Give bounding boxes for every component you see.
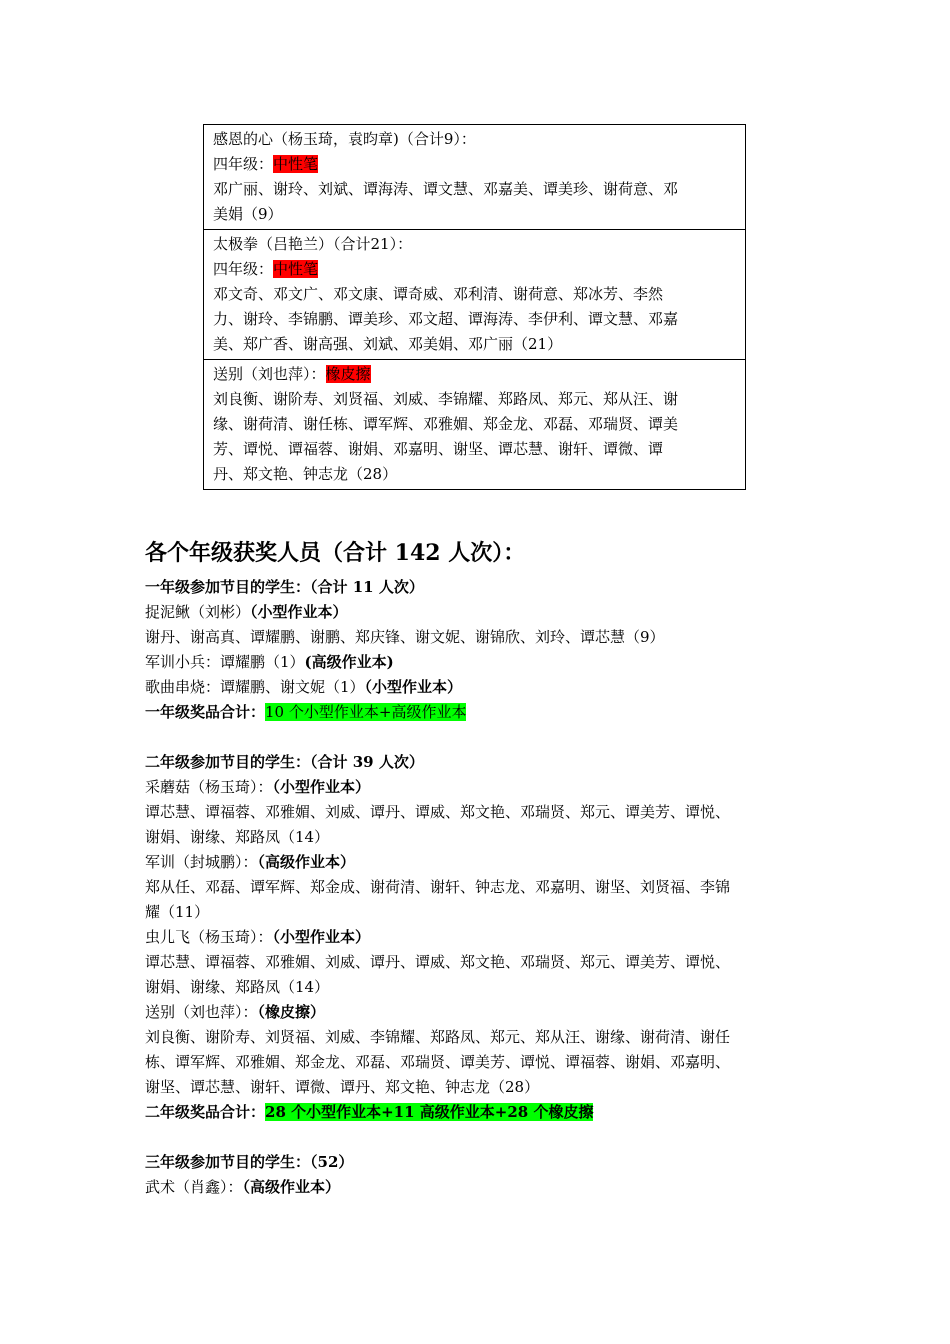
program-table (203, 124, 746, 490)
table-row (204, 360, 745, 489)
names-line: 邓广丽、谢玲、刘斌、谭海涛、谭文慧、邓嘉美、谭美珍、谢荷意、邓 (213, 180, 679, 198)
table-row (204, 125, 745, 230)
names-line: 刘良衡、谢阶寿、刘贤福、刘威、李锦耀、郑路凤、郑元、郑从汪、谢 (213, 390, 679, 408)
program-header: 感恩的心（杨玉琦，袁昀章)（合计9）： (213, 130, 476, 148)
grade-total: 一年级奖品合计：10 个小型作业本+高级作业本 (145, 703, 467, 721)
names-line: 美、郑广香、谢高强、刘斌、邓美娟、邓广丽（21） (213, 335, 563, 353)
prize-label: （高级作业本） (257, 853, 356, 871)
list-item: 谢娟、谢缘、郑路凤（14） (145, 978, 330, 996)
names-line: 邓文奇、邓文广、邓文康、谭奇威、邓利清、谢荷意、郑冰芳、李然 (213, 285, 664, 303)
program-header-line (213, 362, 736, 387)
prize-highlight: 中性笔 (273, 260, 319, 278)
list-item: 栋、谭军辉、邓雅媚、郑金龙、邓磊、邓瑞贤、谭美芳、谭悦、谭福蓉、谢娟、邓嘉明、 (145, 1053, 731, 1071)
grade-label: 四年级： (213, 260, 274, 278)
list-item: 谭芯慧、谭福蓉、邓雅媚、刘威、谭丹、谭威、郑文艳、邓瑞贤、郑元、谭美芳、谭悦、 (145, 953, 731, 971)
section-heading: 三年级参加节目的学生：（52） (145, 1153, 354, 1171)
list-item: 谢娟、谢缘、郑路凤（14） (145, 828, 330, 846)
list-item: 郑从任、邓磊、谭军辉、郑金成、谢荷清、谢轩、钟志龙、邓嘉明、谢坚、刘贤福、李锦 (145, 878, 731, 896)
names-line: 美娟（9） (213, 205, 283, 223)
list-item: 谢丹、谢高真、谭耀鹏、谢鹏、郑庆锋、谢文妮、谢锦欣、刘玲、谭芯慧（9） (145, 628, 665, 646)
list-item: 军训小兵：谭耀鹏（1）(高级作业本) (145, 653, 394, 671)
prize-label: （小型作业本） (250, 603, 348, 621)
names-line: 丹、郑文艳、钟志龙（28） (213, 465, 398, 483)
table-row (204, 230, 745, 360)
grade-total: 二年级奖品合计：28 个小型作业本+11 高级作业本+28 个橡皮擦 (145, 1103, 594, 1121)
prize-label: （高级作业本） (242, 1178, 341, 1196)
prize-label: （橡皮擦） (257, 1003, 326, 1021)
list-item: 歌曲串烧：谭耀鹏、谢文妮（1）（小型作业本） (145, 678, 463, 696)
grade-label: 四年级： (213, 155, 274, 173)
list-item: 虫儿飞（杨玉琦）：（小型作业本） (145, 928, 371, 946)
page-title: 各个年级获奖人员（合计 142 人次）： (145, 540, 526, 566)
prize-highlight: 橡皮擦 (325, 365, 371, 383)
list-item: 谢坚、谭芯慧、谢轩、谭微、谭丹、郑文艳、钟志龙（28） (145, 1078, 540, 1096)
prize-label: （小型作业本） (272, 778, 371, 796)
list-item: 采蘑菇（杨玉琦）：（小型作业本） (145, 778, 371, 796)
total-highlight: 10 个小型作业本+高级作业本 (265, 703, 467, 721)
section-heading: 二年级参加节目的学生：（合计 39 人次） (145, 753, 424, 771)
grade-line (213, 257, 736, 282)
total-highlight: 28 个小型作业本+11 高级作业本+28 个橡皮擦 (265, 1103, 594, 1121)
prize-label: (高级作业本) (304, 653, 394, 671)
list-item: 军训（封城鹏）：（高级作业本） (145, 853, 356, 871)
list-item: 谭芯慧、谭福蓉、邓雅媚、刘威、谭丹、谭威、郑文艳、邓瑞贤、郑元、谭美芳、谭悦、 (145, 803, 731, 821)
list-item: 耀（11） (145, 903, 210, 921)
document-body (145, 535, 815, 1200)
grade-line (213, 152, 736, 177)
list-item: 武术（肖鑫）：（高级作业本） (145, 1178, 341, 1196)
list-item: 送别（刘也萍）：（橡皮擦） (145, 1003, 326, 1021)
prize-label: （小型作业本） (364, 678, 463, 696)
names-line: 缘、谢荷清、谢任栋、谭军辉、邓雅媚、郑金龙、邓磊、邓瑞贤、谭美 (213, 415, 679, 433)
program-header: 送别（刘也萍）： (213, 365, 326, 383)
section-heading: 一年级参加节目的学生：（合计 11 人次） (145, 578, 424, 596)
names-line: 力、谢玲、李锦鹏、谭美珍、邓文超、谭海涛、李伊利、谭文慧、邓嘉 (213, 310, 679, 328)
list-item: 刘良衡、谢阶寿、刘贤福、刘威、李锦耀、郑路凤、郑元、郑从汪、谢缘、谢荷清、谢任 (145, 1028, 731, 1046)
prize-highlight: 中性笔 (273, 155, 319, 173)
program-header: 太极拳（吕艳兰）（合计21）： (213, 235, 413, 253)
list-item: 捉泥鳅（刘彬）（小型作业本） (145, 603, 348, 621)
prize-label: （小型作业本） (272, 928, 371, 946)
names-line: 芳、谭悦、谭福蓉、谢娟、邓嘉明、谢坚、谭芯慧、谢轩、谭微、谭 (213, 440, 664, 458)
